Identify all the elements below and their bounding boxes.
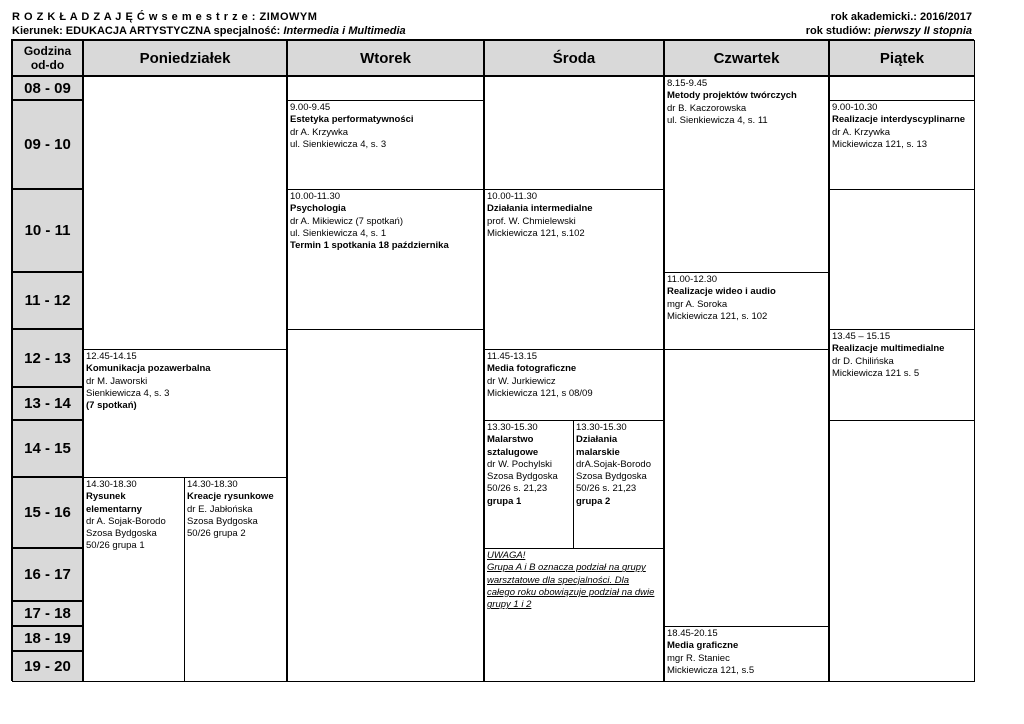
hour-label: 16 - 17 [12, 548, 83, 601]
corner-label: Godzina od-do [12, 40, 83, 76]
study-level: pierwszy II stopnia [874, 25, 972, 37]
class-room: Szosa Bydgoska 50/26 s. 21,23 [487, 471, 558, 495]
class-time: 9.00-9.45 [290, 102, 331, 113]
study-line [806, 25, 972, 37]
class-extra: 50/26 grupa 1 [86, 540, 145, 552]
class-extra: grupa 1 [487, 495, 522, 507]
note-text: Grupa A i B oznacza podział na grupy warsztatowe dla specjalności. Dla całego roku obowiązuje podział na dwie grupy 1 i 2 [487, 562, 655, 611]
class-title: Estetyka performatywności [290, 114, 414, 126]
class-teacher: drA.Sojak-Borodo [576, 458, 651, 470]
class-teacher: mgr A. Soroka [667, 298, 728, 310]
hour-label: 11 - 12 [12, 272, 83, 329]
class-title: Media graficzne [667, 640, 739, 652]
hour-label: 19 - 20 [12, 651, 83, 682]
empty-slot [287, 76, 484, 101]
class-time: 13.30-15.30 [576, 422, 627, 433]
class-room: Mickiewicza 121 s. 5 [832, 367, 920, 379]
empty-slot [829, 76, 975, 101]
class-title: Psychologia [290, 203, 346, 215]
day-header-tuesday: Wtorek [287, 40, 484, 76]
class-title: Malarstwo sztalugowe [487, 434, 539, 458]
class-dzialania-malarskie[interactable] [573, 420, 664, 549]
class-title: Działania intermedialne [487, 203, 593, 215]
hour-label: 17 - 18 [12, 601, 83, 626]
class-room: Mickiewicza 121, s. 102 [667, 310, 768, 322]
class-extra: grupa 2 [576, 495, 611, 507]
hour-label: 13 - 14 [12, 387, 83, 420]
day-header-friday: Piątek [829, 40, 975, 76]
class-room: Mickiewicza 121, s.102 [487, 227, 585, 239]
class-title: Media fotograficzne [487, 363, 577, 375]
hour-label: 15 - 16 [12, 477, 83, 548]
class-teacher: dr E. Jabłońska [187, 503, 253, 515]
class-time: 18.45-20.15 [667, 628, 718, 639]
timetable [11, 39, 974, 681]
class-time: 11.00-12.30 [667, 274, 718, 285]
class-komunikacja[interactable] [83, 349, 287, 478]
class-rysunek[interactable] [83, 477, 185, 682]
semester-title: R O Z K Ł A D Z A J Ę Ć w s e m e s t r z e : ZIMOWYM [12, 11, 318, 23]
class-title: Realizacje wideo i audio [667, 286, 776, 298]
class-extra: 50/26 grupa 2 [187, 528, 246, 540]
class-wideo[interactable] [664, 272, 829, 350]
class-time: 14.30-18.30 [187, 479, 238, 490]
class-room: Szosa Bydgoska 50/26 s. 21,23 [576, 471, 647, 495]
class-metody[interactable] [664, 76, 829, 273]
empty-slot [83, 76, 287, 350]
class-time: 8.15-9.45 [667, 78, 708, 89]
class-title: Realizacje multimedialne [832, 343, 945, 355]
class-time: 9.00-10.30 [832, 102, 878, 113]
hour-label: 09 - 10 [12, 100, 83, 189]
empty-slot [829, 189, 975, 330]
class-time: 11.45-13.15 [487, 351, 538, 362]
class-dzialania-intermedialne[interactable] [484, 189, 664, 350]
class-time: 14.30-18.30 [86, 479, 137, 490]
class-realizacje-interdyscyplinarne[interactable] [829, 100, 975, 190]
class-media-fotograficzne[interactable] [484, 349, 664, 421]
class-title: Rysunek elementarny [86, 491, 142, 515]
class-room: Szosa Bydgoska [86, 528, 157, 540]
empty-slot [829, 420, 975, 682]
class-time: 13.30-15.30 [487, 422, 538, 433]
class-teacher: dr D. Chilińska [832, 355, 894, 367]
class-teacher: dr B. Kaczorowska [667, 102, 747, 114]
class-malarstwo[interactable] [484, 420, 574, 549]
hour-label: 08 - 09 [12, 76, 83, 100]
class-time: 10.00-11.30 [290, 191, 341, 202]
class-title: Komunikacja pozawerbalna [86, 363, 211, 375]
note-box [484, 548, 664, 682]
class-room: ul. Sienkiewicza 4, s. 3 [290, 138, 387, 150]
day-header-wednesday: Środa [484, 40, 664, 76]
class-time: 10.00-11.30 [487, 191, 538, 202]
hour-label: 14 - 15 [12, 420, 83, 477]
empty-slot [664, 349, 829, 627]
class-teacher: dr M. Jaworski [86, 375, 148, 387]
class-title: Kreacje rysunkowe [187, 491, 274, 503]
class-title: Działania malarskie [576, 434, 620, 458]
academic-year: rok akademicki.: 2016/2017 [830, 11, 972, 23]
program-specialization: Intermedia i Multimedia [283, 25, 406, 37]
class-room: Sienkiewicza 4, s. 3 [86, 387, 170, 399]
day-header-thursday: Czwartek [664, 40, 829, 76]
class-title: Metody projektów twórczych [667, 90, 797, 102]
class-teacher: dr W. Jurkiewicz [487, 375, 556, 387]
class-room: Szosa Bydgoska [187, 515, 258, 527]
program-line [12, 25, 406, 37]
class-room: Mickiewicza 121, s. 13 [832, 138, 928, 150]
class-time: 13.45 – 15.15 [832, 331, 891, 342]
class-time: 12.45-14.15 [86, 351, 137, 362]
class-title: Realizacje interdyscyplinarne [832, 114, 966, 126]
class-teacher: dr A. Sojak-Borodo [86, 515, 166, 527]
class-teacher: dr W. Pochylski [487, 458, 552, 470]
hour-label: 18 - 19 [12, 626, 83, 651]
note-heading: UWAGA! [487, 550, 526, 561]
empty-slot [287, 329, 484, 682]
class-room: ul. Sienkiewicza 4, s. 11 [667, 114, 768, 126]
class-teacher: dr A. Krzywka [832, 126, 891, 138]
class-room: Mickiewicza 121, s 08/09 [487, 387, 593, 399]
class-room: ul. Sienkiewicza 4, s. 1 [290, 227, 387, 239]
program-prefix: Kierunek: EDUKACJA ARTYSTYCZNA specjalność: [12, 25, 284, 37]
class-media-graficzne[interactable] [664, 626, 829, 682]
empty-slot [484, 76, 664, 190]
hour-label: 12 - 13 [12, 329, 83, 387]
class-extra: Termin 1 spotkania 18 października [290, 240, 449, 252]
day-header-monday: Poniedziałek [83, 40, 287, 76]
class-room: Mickiewicza 121, s.5 [667, 664, 755, 676]
hour-label: 10 - 11 [12, 189, 83, 272]
class-realizacje-multimedialne[interactable] [829, 329, 975, 421]
class-estetyka[interactable] [287, 100, 484, 190]
class-teacher: prof. W. Chmielewski [487, 215, 576, 227]
class-teacher: dr A. Mikiewicz (7 spotkań) [290, 215, 403, 227]
study-prefix: rok studiów: [805, 25, 875, 37]
class-extra: (7 spotkań) [86, 400, 137, 412]
class-teacher: mgr R. Staniec [667, 652, 730, 664]
class-kreacje[interactable] [184, 477, 287, 682]
class-teacher: dr A. Krzywka [290, 126, 349, 138]
class-psychologia[interactable] [287, 189, 484, 330]
